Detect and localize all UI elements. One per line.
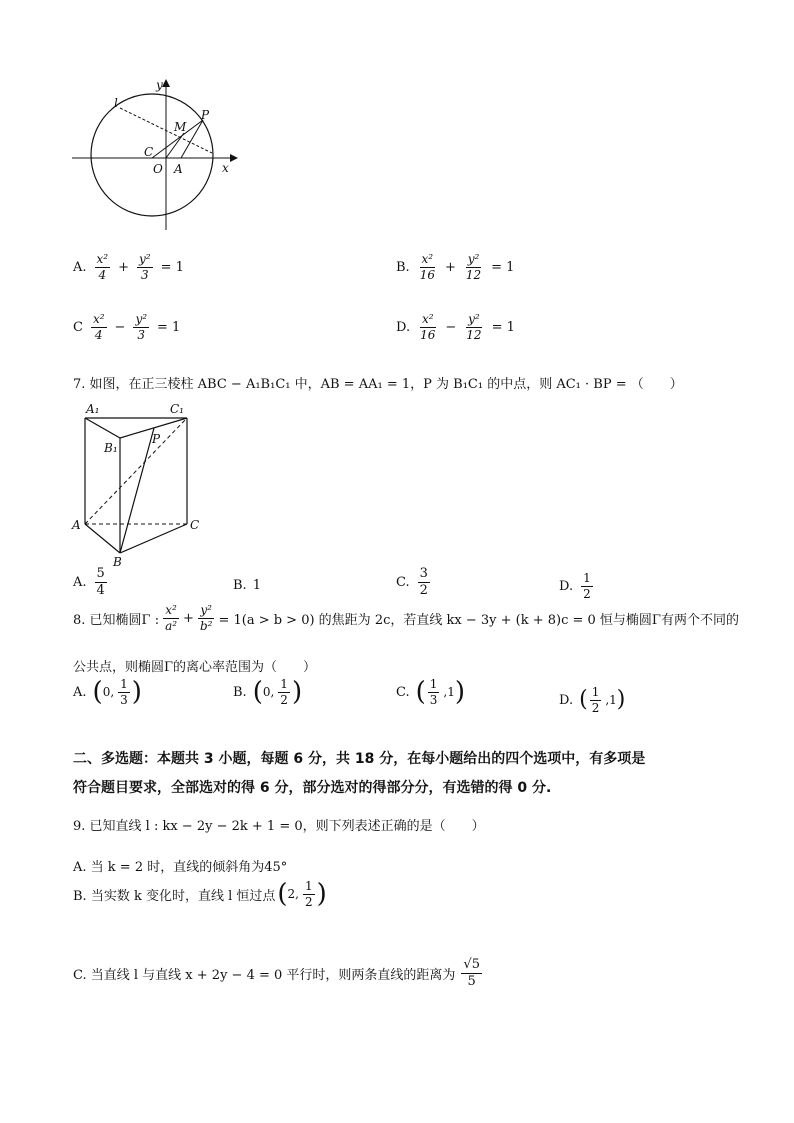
frac-num: 1	[120, 677, 128, 691]
q7-stem: 7. 如图，在正三棱柱 ABC − A₁B₁C₁ 中，AB = AA₁ = 1，P 为 B₁C₁ 的中点，则 AC₁ · BP = （ ）	[73, 377, 683, 392]
frac-den: 3	[120, 692, 128, 707]
label-C1: C₁	[170, 402, 184, 416]
frac-den: 12	[466, 327, 482, 342]
option-letter: A.	[73, 574, 87, 590]
q8-option-d[interactable]: D. ( $\frac{1}{2}$ ,1 )	[559, 685, 626, 715]
frac-num: x²	[421, 252, 434, 266]
frac-num: y²	[467, 252, 480, 266]
frac-den: 2	[305, 894, 313, 909]
q6-option-a[interactable]	[73, 253, 184, 281]
frac-den: 4	[94, 327, 103, 342]
section2-line1: 二、多选题：本题共 3 小题，每题 6 分，共 18 分，在每小题给出的四个选项中，有多项是	[73, 751, 646, 767]
q7-option-c[interactable]	[396, 567, 432, 597]
frac-den: 16	[420, 327, 436, 342]
option-letter: B.	[396, 259, 410, 275]
q9-option-b[interactable]: B. 当实数 k 变化时，直线 l 恒过点 ( 2, $\frac{1}{2}$ )	[73, 879, 327, 910]
frac-num: 1	[305, 879, 313, 893]
q7-option-d[interactable]	[559, 572, 595, 600]
operator: +	[183, 610, 194, 626]
frac-den: 2	[591, 700, 600, 715]
q8-option-a[interactable]: A. ( 0, $\frac{1}{3}$ )	[73, 677, 142, 708]
figure-prism	[70, 398, 210, 570]
frac-num: x²	[165, 603, 177, 617]
option-letter: B.	[233, 578, 247, 593]
frac-num: x²	[92, 312, 105, 326]
q7-option-a[interactable]	[73, 567, 109, 597]
frac-den: 16	[419, 267, 435, 282]
section2-line2: 符合题目要求，全部选对的得 6 分，部分选对的得部分分，有选错的得 0 分.	[73, 780, 552, 796]
label-B: B	[113, 555, 122, 569]
q8-stem-line1	[73, 604, 739, 632]
option-letter: C.	[396, 574, 410, 590]
q8-pre: 8. 已知椭圆Γ :	[73, 612, 160, 628]
option-letter: D.	[559, 692, 574, 708]
frac-den: 4	[96, 582, 105, 598]
interval-right: ,1	[605, 693, 617, 708]
frac-num: y²	[468, 312, 480, 326]
label-M: M	[174, 120, 187, 134]
option-letter: A.	[73, 684, 87, 700]
option-letter: A.	[73, 259, 87, 275]
frac-den: b²	[199, 618, 213, 633]
label-P: P	[201, 108, 210, 122]
frac-num: 3	[419, 566, 428, 581]
frac-den: 3	[137, 327, 146, 342]
point-x: 2,	[287, 887, 299, 902]
label-A1: A₁	[86, 402, 100, 416]
rhs: = 1	[157, 319, 181, 335]
frac-den: 5	[467, 973, 476, 989]
option-letter: B.	[233, 684, 247, 700]
q8-mid: = 1(a > b > 0) 的焦距为 2c，若直线 kx − 3y + (k + 8)c = 0 恒与椭圆Γ有两个不同的	[218, 612, 739, 628]
label-C: C	[190, 518, 200, 532]
frac-num: 1	[280, 677, 288, 691]
option-text: C. 当直线 l 与直线 x + 2y − 4 = 0 平行时，则两条直线的距离为	[73, 967, 456, 983]
frac-num: y²	[135, 312, 148, 326]
label-O: O	[153, 162, 163, 176]
frac-num: 5	[96, 566, 105, 581]
frac-num: y²	[200, 603, 212, 617]
frac-den: 3	[140, 267, 149, 282]
interval-left: 0,	[262, 685, 275, 700]
q9-option-a[interactable]: A. 当 k = 2 时，直线的倾斜角为45°	[73, 860, 288, 875]
label-x: x	[222, 161, 229, 175]
q8-stem-line2: 公共点，则椭圆Γ的离心率范围为（ ）	[73, 660, 317, 675]
figure-circle-axes	[70, 75, 245, 235]
q9-option-c[interactable]	[73, 958, 484, 988]
frac-den: 2	[419, 582, 428, 598]
frac-den: 12	[465, 267, 482, 282]
frac-den: 2	[280, 692, 288, 707]
frac-num: 1	[591, 685, 600, 699]
operator: +	[444, 259, 456, 275]
q6-option-b[interactable]	[396, 253, 514, 281]
q9-stem: 9. 已知直线 l : kx − 2y − 2k + 1 = 0，则下列表述正确的是（ ）	[73, 819, 485, 834]
option-text: B. 当实数 k 变化时，直线 l 恒过点	[73, 888, 276, 904]
frac-num: 1	[583, 571, 591, 585]
interval-left: 0,	[102, 685, 115, 700]
frac-den: 3	[429, 692, 438, 707]
frac-num: √5	[463, 957, 480, 972]
rhs: = 1	[160, 259, 184, 275]
operator: −	[445, 319, 457, 335]
q6-option-d[interactable]	[396, 313, 515, 341]
q8-option-c[interactable]: C. ( $\frac{1}{3}$ ,1 )	[396, 677, 466, 708]
frac-num: 1	[429, 677, 438, 691]
operator: +	[118, 259, 130, 275]
option-value: 1	[252, 578, 261, 593]
frac-den: 2	[583, 586, 591, 601]
frac-num: x²	[96, 252, 109, 266]
label-B1: B₁	[104, 441, 118, 455]
frac-den: a²	[165, 618, 178, 633]
operator: −	[114, 319, 126, 335]
label-P: P	[152, 432, 161, 446]
label-C: C	[144, 145, 154, 159]
frac-den: 4	[98, 267, 107, 282]
rhs: = 1	[491, 319, 515, 335]
label-y: y	[156, 78, 163, 92]
frac-num: x²	[421, 312, 434, 326]
frac-num: y²	[139, 252, 151, 266]
label-A: A	[72, 518, 81, 532]
interval-right: ,1	[443, 685, 455, 700]
label-l: l	[114, 96, 118, 110]
rhs: = 1	[491, 259, 515, 275]
option-letter: C.	[396, 684, 410, 700]
option-letter: D.	[559, 578, 574, 594]
label-A: A	[174, 162, 183, 176]
option-letter: D.	[396, 319, 411, 335]
option-letter: C	[73, 319, 83, 335]
q7-option-b[interactable]	[233, 578, 261, 593]
q6-option-c[interactable]	[73, 313, 180, 341]
q8-option-b[interactable]: B. ( 0, $\frac{1}{2}$ )	[233, 677, 303, 708]
